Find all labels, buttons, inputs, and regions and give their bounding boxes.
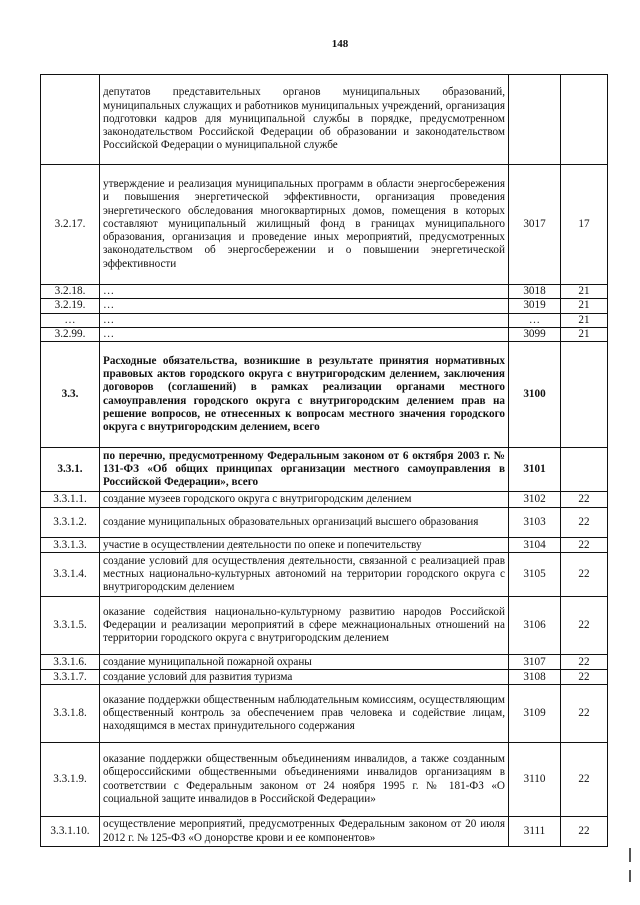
row-code: 3111 bbox=[509, 817, 561, 847]
margin-mark bbox=[629, 870, 631, 882]
row-text: депутатов представительных органов муниципальных образований, муниципальных служащих и работников муниципальных учреждений, организация подготовки кадров для муниципальной службы в порядке, предусмотренном законодательством Российской Федерации об образовании и законодательством Российской Федерации о муниципальной службе bbox=[100, 75, 509, 165]
row-section: 22 bbox=[561, 817, 608, 847]
row-number: 3.3.1.7. bbox=[41, 670, 100, 685]
page-number: 148 bbox=[331, 38, 349, 50]
table-row bbox=[41, 553, 608, 597]
row-number: 3.3.1.1. bbox=[41, 492, 100, 508]
row-section: 21 bbox=[561, 327, 608, 341]
row-text: по перечню, предусмотренному Федеральным законом от 6 октября 2003 г. № 131-ФЗ «Об общих принципах организации местного самоуправления в Российской Федерации», всего bbox=[100, 448, 509, 492]
row-section: 21 bbox=[561, 285, 608, 299]
row-text: … bbox=[100, 313, 509, 327]
row-section: 22 bbox=[561, 553, 608, 597]
row-number: 3.3.1.6. bbox=[41, 655, 100, 670]
row-text: утверждение и реализация муниципальных программ в области энергосбережения и повышения энергетической эффективности, организация проведения энергетического обследования многоквартирных домов, помещения в которых составляют муниципальный жилищный фонд в границах муниципального образования, организация и проведение иных мероприятий, предусмотренных законодательством об энергосбережении и о повышении энергетической эффективности bbox=[100, 165, 509, 285]
budget-obligations-table bbox=[40, 74, 608, 847]
row-section: 22 bbox=[561, 538, 608, 553]
row-number: 3.2.18. bbox=[41, 285, 100, 299]
row-section: 21 bbox=[561, 313, 608, 327]
row-number: 3.3.1.4. bbox=[41, 553, 100, 597]
row-section: 22 bbox=[561, 492, 608, 508]
row-text: Расходные обязательства, возникшие в результате принятия нормативных правовых актов городского округа с внутригородским делением, заключения договоров (соглашений) в рамках реализации органами местного самоуправления городского округа с внутригородским делением прав на решение вопросов, не отнесенных к вопросам местного значения городского округа с внутригородским делением, всего bbox=[100, 342, 509, 448]
row-section: 17 bbox=[561, 165, 608, 285]
row-text: создание муниципальных образовательных организаций высшего образования bbox=[100, 508, 509, 538]
row-number: 3.3.1.9. bbox=[41, 743, 100, 817]
row-section: 22 bbox=[561, 508, 608, 538]
table-row bbox=[41, 538, 608, 553]
row-code bbox=[509, 75, 561, 165]
row-section: 21 bbox=[561, 299, 608, 313]
table-row bbox=[41, 75, 608, 165]
table-row bbox=[41, 285, 608, 299]
row-number bbox=[41, 75, 100, 165]
row-number: 3.2.99. bbox=[41, 327, 100, 341]
row-code: 3106 bbox=[509, 597, 561, 655]
table-row bbox=[41, 448, 608, 492]
row-code: 3099 bbox=[509, 327, 561, 341]
row-text: создание муниципальной пожарной охраны bbox=[100, 655, 509, 670]
row-text: оказание содействия национально-культурному развитию народов Российской Федерации и реализации мероприятий в сфере межнациональных отношений на территории городского округа с внутригородским делением bbox=[100, 597, 509, 655]
row-text: оказание поддержки общественным наблюдательным комиссиям, осуществляющим общественный контроль за обеспечением прав человека и содействие лицам, находящимся в местах принудительного содержания bbox=[100, 685, 509, 743]
table-row bbox=[41, 165, 608, 285]
row-section: 22 bbox=[561, 670, 608, 685]
row-number: 3.2.17. bbox=[41, 165, 100, 285]
table-row bbox=[41, 597, 608, 655]
row-section bbox=[561, 448, 608, 492]
row-text: … bbox=[100, 299, 509, 313]
row-number: 3.3.1.5. bbox=[41, 597, 100, 655]
table-row bbox=[41, 492, 608, 508]
row-code: 3103 bbox=[509, 508, 561, 538]
row-section: 22 bbox=[561, 685, 608, 743]
table-row bbox=[41, 313, 608, 327]
row-section: 22 bbox=[561, 655, 608, 670]
row-text: создание условий для развития туризма bbox=[100, 670, 509, 685]
row-text: оказание поддержки общественным объединениям инвалидов, а также созданным общероссийскими общественными объединениями инвалидов организациям в соответствии с Федеральным законом от 24 ноября 1995 г. № 181-ФЗ «О социальной защите инвалидов в Российской Федерации» bbox=[100, 743, 509, 817]
row-number: 3.3.1. bbox=[41, 448, 100, 492]
row-number: 3.3.1.2. bbox=[41, 508, 100, 538]
table-body bbox=[41, 75, 608, 847]
table-row bbox=[41, 685, 608, 743]
row-code: 3107 bbox=[509, 655, 561, 670]
row-section bbox=[561, 75, 608, 165]
table-row bbox=[41, 670, 608, 685]
row-number: 3.3. bbox=[41, 342, 100, 448]
row-number: 3.2.19. bbox=[41, 299, 100, 313]
row-code: 3100 bbox=[509, 342, 561, 448]
table-row bbox=[41, 743, 608, 817]
row-number: 3.3.1.10. bbox=[41, 817, 100, 847]
table-row bbox=[41, 508, 608, 538]
row-section bbox=[561, 342, 608, 448]
row-code: 3018 bbox=[509, 285, 561, 299]
row-code: 3101 bbox=[509, 448, 561, 492]
margin-mark bbox=[629, 848, 631, 862]
row-code: … bbox=[509, 313, 561, 327]
row-text: … bbox=[100, 327, 509, 341]
row-code: 3017 bbox=[509, 165, 561, 285]
row-code: 3109 bbox=[509, 685, 561, 743]
row-section: 22 bbox=[561, 597, 608, 655]
row-number: … bbox=[41, 313, 100, 327]
row-number: 3.3.1.3. bbox=[41, 538, 100, 553]
row-text: создание музеев городского округа с внутригородским делением bbox=[100, 492, 509, 508]
row-code: 3108 bbox=[509, 670, 561, 685]
row-code: 3105 bbox=[509, 553, 561, 597]
row-text: создание условий для осуществления деятельности, связанной с реализацией прав местных национально-культурных автономий на территории городского округа с внутригородским делением bbox=[100, 553, 509, 597]
table-row bbox=[41, 655, 608, 670]
row-code: 3104 bbox=[509, 538, 561, 553]
table-row bbox=[41, 817, 608, 847]
row-text: … bbox=[100, 285, 509, 299]
row-code: 3019 bbox=[509, 299, 561, 313]
row-section: 22 bbox=[561, 743, 608, 817]
table-row bbox=[41, 299, 608, 313]
row-number: 3.3.1.8. bbox=[41, 685, 100, 743]
row-code: 3102 bbox=[509, 492, 561, 508]
table-row bbox=[41, 327, 608, 341]
row-text: участие в осуществлении деятельности по опеке и попечительству bbox=[100, 538, 509, 553]
table-row bbox=[41, 342, 608, 448]
row-text: осуществление мероприятий, предусмотренных Федеральным законом от 20 июля 2012 г. № 125-ФЗ «О донорстве крови и ее компонентов» bbox=[100, 817, 509, 847]
row-code: 3110 bbox=[509, 743, 561, 817]
